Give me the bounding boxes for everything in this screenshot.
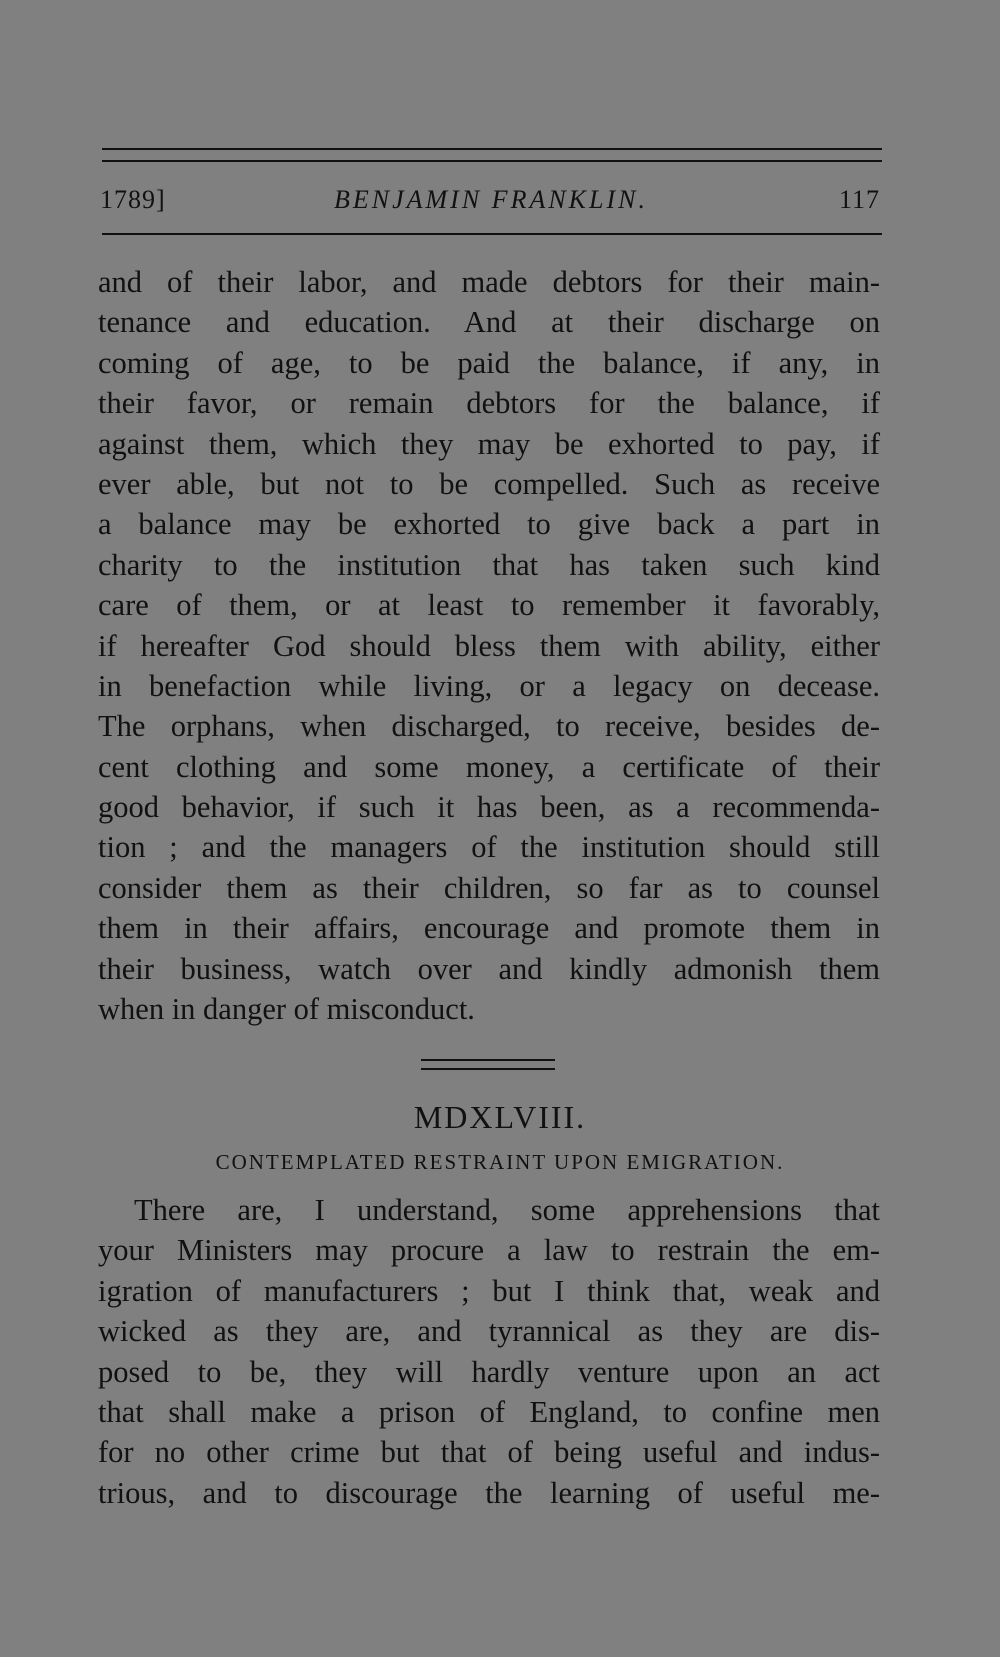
text-line: The orphans, when discharged, to receive, besides de- [98,709,880,744]
text-line: There are, I understand, some apprehensions that [134,1193,880,1227]
header-rule-top [102,148,882,150]
text-line: tenance and education. And at their discharge on [98,305,880,340]
paragraph-2 [98,1190,880,1513]
text-line: in benefaction while living, or a legacy on decease. [98,668,880,703]
paragraph-1 [98,262,880,1029]
text-line: that shall make a prison of England, to confine men [98,1394,880,1429]
running-head [100,180,882,220]
text-line: trious, and to discourage the learning of useful me- [98,1475,880,1510]
section-divider-top [421,1059,555,1061]
section-title: CONTEMPLATED RESTRAINT UPON EMIGRATION. [215,1150,785,1174]
text-line: igration of manufacturers ; but I think that, weak and [98,1273,880,1308]
text-line: care of them, or at least to remember it favorably, [98,588,880,623]
text-line: charity to the institution that has taken such kind [98,547,880,582]
text-line: them in their affairs, encourage and promote them in [98,911,880,946]
header-year: 1789] [100,185,166,214]
text-line: good behavior, if such it has been, as a recommenda- [98,790,880,825]
page-number: 117 [838,185,880,214]
text-line: cent clothing and some money, a certificate of their [98,749,880,784]
section-divider-bottom [421,1068,555,1070]
text-line: against them, which they may be exhorted to pay, if [98,426,880,461]
header-rule-double [102,160,882,162]
header-title: BENJAMIN FRANKLIN. [334,185,648,214]
text-line: for no other crime but that of being useful and indus- [98,1435,880,1470]
text-line: their business, watch over and kindly admonish them [98,951,880,986]
text-line: consider them as their children, so far as to counsel [98,870,880,905]
header-rule-bottom [102,233,882,235]
section-number: MDXLVIII. [413,1099,587,1135]
text-line: coming of age, to be paid the balance, if any, in [98,345,880,380]
text-line: if hereafter God should bless them with ability, either [98,628,880,663]
text-line: and of their labor, and made debtors for their main- [98,265,880,299]
text-line: a balance may be exhorted to give back a part in [98,507,880,542]
text-line: your Ministers may procure a law to restrain the em- [98,1233,880,1268]
text-line: tion ; and the managers of the institution should still [98,830,880,865]
text-line: posed to be, they will hardly venture upon an act [98,1354,880,1389]
text-line: wicked as they are, and tyrannical as they are dis- [98,1314,880,1349]
text-line: when in danger of misconduct. [98,992,475,1027]
text-line: ever able, but not to be compelled. Such as receive [98,466,880,501]
text-line: their favor, or remain debtors for the balance, if [98,386,880,421]
